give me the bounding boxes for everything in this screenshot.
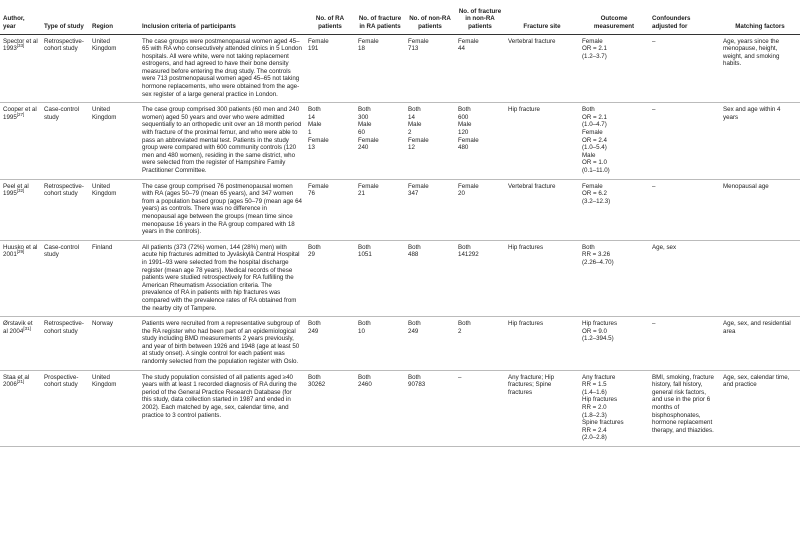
- header-inclusion-criteria: Inclusion criteria of participants: [139, 0, 305, 34]
- study-type-cell: Prospective-cohort study: [41, 370, 89, 446]
- study-type-cell: Retrospective-cohort study: [41, 34, 89, 103]
- fracture-site-cell: Any fracture; Hip fractures; Spine fractures: [505, 370, 579, 446]
- ra-patients-cell: Both 14 Male 1 Female 13: [305, 103, 355, 179]
- study-type-cell: Retrospective-cohort study: [41, 179, 89, 240]
- criteria-cell: The case group comprised 300 patients (60 men and 240 women) aged 50 years and over who were admitted sequentially to an orthopedic unit over an 18 month period with fracture of the proximal femur, and who were able to pass an abbreviated mental test. Patients in the study group were compared with 600 community controls (120 men and 480 women), residing in the same district, who were selected from the register of Hampshire Family Practitioner Committee.: [139, 103, 305, 179]
- header-confounders: Confounders adjusted for: [649, 0, 720, 34]
- fracture-non-ra-cell: Female 44: [455, 34, 505, 103]
- author-year: Ørstavik et al 2004: [3, 320, 33, 335]
- region-cell: United Kingdom: [89, 34, 139, 103]
- header-author-year: Author, year: [0, 0, 41, 34]
- matching-cell: Sex and age within 4 years: [720, 103, 800, 179]
- criteria-cell: All patients (373 (72%) women, 144 (28%) men) with acute hip fractures admitted to Jyväskylä Central Hospital in 1991–93 were selected from the hospital discharge register (mean age 78 years). Medical records of these patients were studied retrospectively for RA fulfilling the American Rheumatism Association criteria. The prevalence of RA in patients with hip fractures was compared with the prevalence rates of RA obtained from the nearby city of Tampere.: [139, 240, 305, 316]
- ra-patients-cell: Both 29: [305, 240, 355, 316]
- header-outcome: Outcome measurement: [579, 0, 649, 34]
- fracture-ra-cell: Both 10: [355, 317, 405, 371]
- non-ra-cell: Female 713: [405, 34, 455, 103]
- confounders-cell: BMI, smoking, fracture history, fall history, general risk factors, and use in the prior 6 months of bisphosphonates, hormone replacement therapy, and thiazides.: [649, 370, 720, 446]
- fracture-site-cell: Vertebral fracture: [505, 179, 579, 240]
- criteria-cell: The study population consisted of all patients aged ≥40 years with at least 1 recorded diagnosis of RA during the period of the General Practice Research Database (for this study, data collection started in 1987 and ended in 2002). Each matched by age, sex, calendar time, and practice to 3 control patients.: [139, 370, 305, 446]
- fracture-ra-cell: Both 1051: [355, 240, 405, 316]
- fracture-non-ra-cell: Both 141292: [455, 240, 505, 316]
- criteria-cell: The case groups were postmenopausal women aged 45–65 with RA who consecutively attended clinics in 5 London hospitals. All were white, were not taking replacement estrogens, and had agreed to have their bone density measured before entering the drug study. The controls were 713 postmenopausal women aged 45–65 not taking hormone replacements, who were obtained from the age-sex register of a large general practice in London.: [139, 34, 305, 103]
- outcome-cell: Female OR = 6.2 (3.2–12.3): [579, 179, 649, 240]
- header-fracture-non-ra: No. of fracture in non-RA patients: [455, 0, 505, 34]
- non-ra-cell: Both 90783: [405, 370, 455, 446]
- author-cell: [0, 179, 41, 240]
- fracture-site-cell: Hip fractures: [505, 317, 579, 371]
- author-cell: [0, 370, 41, 446]
- study-type-cell: Case-control study: [41, 103, 89, 179]
- ra-patients-cell: Female 191: [305, 34, 355, 103]
- confounders-cell: –: [649, 317, 720, 371]
- confounders-cell: –: [649, 34, 720, 103]
- author-cell: [0, 34, 41, 103]
- fracture-ra-cell: Female 18: [355, 34, 405, 103]
- author-year: Cooper et al 1995: [3, 106, 37, 121]
- fracture-ra-cell: Both 300 Male 60 Female 240: [355, 103, 405, 179]
- matching-cell: [720, 240, 800, 316]
- fracture-site-cell: Hip fracture: [505, 103, 579, 179]
- header-fracture-site: Fracture site: [505, 0, 579, 34]
- region-cell: United Kingdom: [89, 370, 139, 446]
- fracture-site-cell: Hip fractures: [505, 240, 579, 316]
- fracture-non-ra-cell: Both 600 Male 120 Female 480: [455, 103, 505, 179]
- matching-cell: Menopausal age: [720, 179, 800, 240]
- study-type-cell: Retrospective-cohort study: [41, 317, 89, 371]
- fracture-non-ra-cell: Female 20: [455, 179, 505, 240]
- outcome-cell: Hip fractures OR = 9.0 (1.2–394.5): [579, 317, 649, 371]
- reference-number: [27]: [16, 111, 25, 117]
- table-row: [0, 103, 800, 179]
- criteria-cell: The case group comprised 76 postmenopausal women with RA (ages 50–79 (mean 65 years), and 347 women from a population based group (ages 50–79 (mean age 64 years) as controls. There was no difference in menopausal age between the groups (mean time since menopause 16 years in the RA group compared with 18 years in the controls).: [139, 179, 305, 240]
- matching-cell: Age, sex, and residential area: [720, 317, 800, 371]
- header-matching: Matching factors: [720, 0, 800, 34]
- study-type-cell: Case-control study: [41, 240, 89, 316]
- region-cell: United Kingdom: [89, 179, 139, 240]
- fracture-site-cell: Vertebral fracture: [505, 34, 579, 103]
- author-year: Staa et al 2006: [3, 373, 30, 389]
- confounders-cell: –: [649, 179, 720, 240]
- author-cell: [0, 103, 41, 179]
- region-cell: Finland: [89, 240, 139, 316]
- non-ra-cell: Both 249: [405, 317, 455, 371]
- non-ra-cell: Both 488: [405, 240, 455, 316]
- author-year: Huusko et al 2001: [3, 243, 38, 259]
- reference-number: [32]: [16, 188, 25, 194]
- ra-patients-cell: Both 30262: [305, 370, 355, 446]
- outcome-cell: Both OR = 2.1 (1.0–4.7) Female OR = 2.4 (1.0–5.4) Male OR = 1.0 (0.1–11.0): [579, 103, 649, 179]
- ra-patients-cell: Both 249: [305, 317, 355, 371]
- header-ra-patients: No. of RA patients: [305, 0, 355, 34]
- outcome-cell: Both RR = 3.26 (2.26–4.70): [579, 240, 649, 316]
- outcome-cell: Female OR = 2.1 (1.2–3.7): [579, 34, 649, 103]
- confounders-cell: Age, sex: [649, 240, 720, 316]
- region-cell: Norway: [89, 317, 139, 371]
- ra-patients-cell: Female 76: [305, 179, 355, 240]
- non-ra-cell: Both 14 Male 2 Female 12: [405, 103, 455, 179]
- criteria-cell: Patients were recruited from a representative subgroup of the RA register who had been part of an epidemiological study including BMD measurements 2 years previously, and year of birth between 1926 and 1948 (age at least 50 at study onset). A single control for each patient was randomly selected from the population register with Oslo.: [139, 317, 305, 371]
- fracture-ra-cell: Both 2460: [355, 370, 405, 446]
- region-cell: United Kingdom: [89, 103, 139, 179]
- author-cell: [0, 317, 41, 371]
- reference-number: [21]: [16, 379, 25, 385]
- reference-number: [31]: [23, 325, 31, 331]
- header-region: Region: [89, 0, 139, 34]
- header-non-ra: No. of non-RA patients: [405, 0, 455, 34]
- matching-cell: Age, years since the menopause, height, weight, and smoking habits.: [720, 34, 800, 103]
- author-year: Spector et al 1993: [3, 37, 38, 53]
- author-year: Peel et al 1995: [3, 182, 29, 198]
- table-row: [0, 317, 800, 371]
- matching-cell: Age, sex, calendar time, and practice: [720, 370, 800, 446]
- table-row: [0, 370, 800, 446]
- fracture-non-ra-cell: Both 2: [455, 317, 505, 371]
- table-row: [0, 240, 800, 316]
- table-row: [0, 179, 800, 240]
- outcome-cell: Any fracture RR = 1.5 (1.4–1.6) Hip fractures RR = 2.0 (1.8–2.3) Spine fractures RR = 2.4 (2.0–2.8): [579, 370, 649, 446]
- fracture-non-ra-cell: –: [455, 370, 505, 446]
- header-row: [0, 0, 800, 34]
- reference-number: [29]: [16, 249, 25, 255]
- non-ra-cell: Female 347: [405, 179, 455, 240]
- header-fracture-ra: No. of fracture in RA patients: [355, 0, 405, 34]
- confounders-cell: –: [649, 103, 720, 179]
- author-cell: [0, 240, 41, 316]
- reference-number: [33]: [16, 43, 25, 49]
- table-row: [0, 34, 800, 103]
- fracture-ra-cell: Female 21: [355, 179, 405, 240]
- header-study-type: Type of study: [41, 0, 89, 34]
